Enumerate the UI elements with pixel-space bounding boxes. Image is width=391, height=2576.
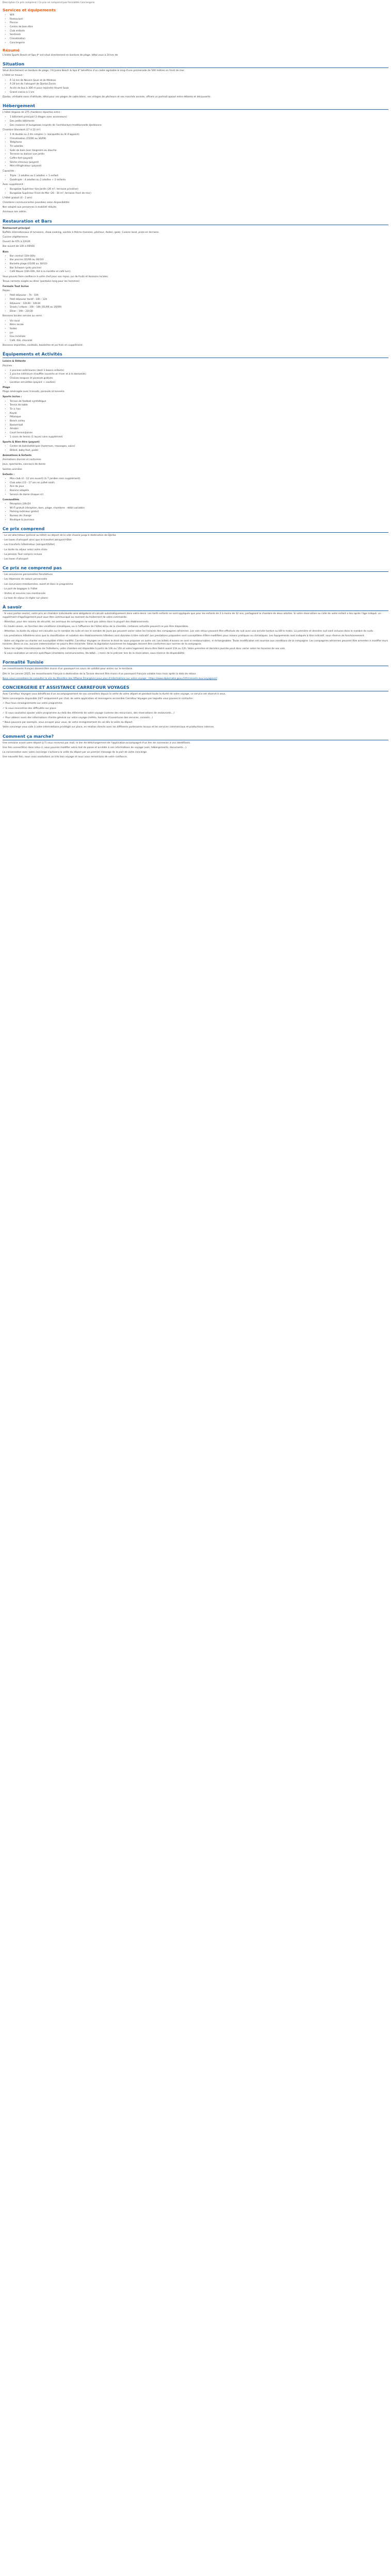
list-item: • Service de dame (Haque ici) — [10, 494, 388, 497]
list-item: • 1 piscine intérieure chauffée (ouverte en hiver et à la demande) — [10, 373, 388, 376]
list-item: • Parking extérieur gratuit — [10, 511, 388, 514]
list-item: • Location serviettes (payant + caution) — [10, 381, 388, 384]
enfants-list — [3, 478, 388, 497]
loisirs-sub: Loisirs & Détente — [3, 360, 26, 363]
bars-list — [3, 255, 388, 274]
heb-p1: L'hôtel dispose de 275 chambres réparties entre : — [3, 111, 62, 114]
anim-p: Animations & Enfants — [3, 454, 32, 457]
situation-list — [3, 79, 388, 94]
anim-text3: Soirées animées — [3, 468, 22, 471]
text-line: - Votre vol régulier ou charter est susceptible d'être modifié, Carrefour Voyages se réserve le droit de vous proposer un autre vol. Les billets d'avions ne sont ni remboursables, ni échangeables. Toute modification est soumise aux conditions de la compagnie. Les compagnies aériennes peuvent être amenées à modifier leurs horaires. Dans ce cas, aucune indemnisation ne pourra être réclamée. Selon la législation tunisienne les bagages doivent être conformes aux normes de la compagnie. — [3, 639, 388, 646]
heb-p3: Capacités : — [3, 170, 16, 173]
text-line: - En haute saison, en fonction des conditions climatiques, ou à l'affluence de l'hôtel et/ou de la clientèle, certaines activités peuvent ne pas être disponibles. — [3, 625, 189, 629]
resto-p5: Vous pouvez faire confiance à votre chef pour vos repas, jus de fruits et boissons locales. — [3, 275, 109, 278]
heb-list3 — [3, 175, 388, 182]
text-line: - La durée du séjour selon votre choix — [3, 548, 47, 551]
sports-list — [3, 400, 388, 439]
concierge-p1: Avec Carrefour Voyages vous bénéficiez d'un accompagnement de vos conseillers depuis la veille de votre départ et pendant toute la durée de votre voyage, ce service est réservé à vous. — [3, 693, 226, 696]
list-item: • Sèche-cheveux (payant) — [10, 161, 388, 164]
text-line: - Les assurances personnelles facultatives — [3, 573, 53, 577]
list-item: • Bassins adaptés — [10, 489, 388, 493]
resto-title: Restauration et Bars — [3, 218, 388, 225]
spa-list — [3, 445, 388, 452]
formalite-p2: Dès le 1er janvier 2025, les ressortissants français à destination de la Tunisie devront être munis d'un passeport français valable trois mois après la date de retour. — [3, 672, 197, 675]
list-item: • Pétanque — [10, 416, 388, 419]
list-item: • Kayak — [10, 412, 388, 415]
concierge-p3: * Nous pouvons par exemple, vous occuper pour vous, de votre enregistrement de vol dès la veille du départ. — [3, 721, 133, 724]
list-item: • Sentinels — [10, 33, 388, 37]
plage-p: Plage — [3, 386, 10, 389]
list-item: • Téléphone — [10, 141, 388, 144]
anim-text2: Jeux, spectacles, concours de danse — [3, 463, 46, 466]
list-item: • Snack / crêpes : 16h - 18h (01/06 au 30/09) — [10, 306, 388, 309]
formalite-p1: Les ressortissants français doivent être munis d'un passeport en cours de validité pour entrer sur le territoire. — [3, 668, 133, 671]
services-list — [3, 14, 388, 45]
list-item: • À 12 km de Nevers Souk et de Médean — [10, 79, 388, 82]
enfants-p: Enfants : — [3, 473, 15, 476]
list-item: • Centre de balnéothérapie (hammam, massages, soins) — [10, 445, 388, 448]
text-line: - Selon les règles internationales de l'hôtellerie, votre chambre est disponible à partir de 14h ou 15h et votre logement devra être libéré avant 11h ou 12h. Votre première et dernière journée peut donc varier selon les horaires de vos vols. — [3, 647, 286, 650]
list-item: • 1 cours de tennis (1 leçon) sans supplément — [10, 436, 388, 439]
list-item: • 1 lit double ou 2 lits simples (+ banquette ou lit d'appoint) — [10, 133, 388, 137]
list-item: • Aérobic — [10, 428, 388, 431]
heb-list1 — [3, 116, 388, 127]
list-item: • Beach volley — [10, 420, 388, 423]
text-line: - Les transferts hôtel/retour (aéroport/hôtel) — [3, 544, 55, 547]
text-line: ✓ Si vous rencontrez des difficultés sur place — [3, 707, 56, 710]
text-line: - Le port de bagages à l'hôtel — [3, 587, 38, 590]
comment-p4: Une nouvelle fois, nous vous souhaitons un très bon voyage et nous vous remercions de votre confiance. — [3, 756, 128, 759]
heb-p5: L'hôtel gratuit (0 - 2 ans) — [3, 196, 32, 199]
concierge-title: CONCIERGERIE ET ASSISTANCE CARREFOUR VOYAGES — [3, 685, 388, 691]
list-item: • Terrasse ou balcon vue jardin — [10, 153, 388, 156]
list-item: • Wifi — [10, 14, 388, 17]
savoir-title: À savoir — [3, 604, 388, 611]
list-item: • Café, thé, chocolat — [10, 340, 388, 343]
resume-title: Résumé — [3, 47, 20, 53]
text-line: - Si vous partez seul(e), votre prix en chambre individuelle sera obligatoire et calculé automatiquement dans votre devis. Les tarifs enfants ne sont appliqués que pour les enfants de 2 à moins de 12 ans, partageant la chambre de deux adultes. Si votre réservation ou celle de votre enfant a lieu après l'âge indiqué, un supplément d'âge/logement peut vous être communiqué au moment du traitement de votre commande. — [3, 613, 381, 619]
resto-p3: Ouvert de 07h à 22h30 — [3, 241, 30, 244]
situation-p1: Situé directement en bordure de plage, l'Al Juana Beach & Spa 4* bénéficie d'un cadre agréable le long d'une promenade de 500 mètres en front de mer. — [3, 70, 185, 73]
list-item: • Tir à l'arc — [10, 408, 388, 411]
heb-list4 — [3, 188, 388, 195]
heb-list2 — [3, 133, 388, 168]
list-item: • Bière locale — [10, 324, 388, 327]
piscines-p: Piscines : — [3, 364, 14, 367]
resto-p1: Buffets internationaux et tunisiens, show cooking, soirées à thème (tunisien, pêcheur, italien, gala). Cuisine local, pizza en terrasse. — [3, 231, 159, 234]
list-item: • 1 bâtiment principal (3 étages avec ascenseurs) — [10, 116, 388, 119]
text-line: ✓ Pour obtenir aussi des informations d'ordre général sur votre voyage (météo, horaires d'ouvertures des services, conseils...) — [3, 716, 153, 719]
list-item: • Climatisation (15/06 au 30/09) — [10, 138, 388, 141]
prixncomp-title: Ce prix ne comprend pas — [3, 565, 388, 572]
list-item: • Terrain de football synthétique — [10, 400, 388, 403]
heb-p2: Chambre Standard (17 à 22 m²) — [3, 128, 41, 131]
list-item: • Restaurant — [10, 18, 388, 21]
text-line: - La pension Tout compris incluse — [3, 553, 42, 556]
concierge-list — [3, 702, 388, 720]
text-line: - Attention, pour des raisons de sécurité, les animaux de compagnie ne sont pas admis dans la plupart des établissements. — [3, 620, 150, 623]
list-item: • Salle de bain avec baignoire ou douche — [10, 149, 388, 152]
list-item: • 2 piscines extérieures (dont 1 bassin enfants) — [10, 369, 388, 372]
situation-p3: Djerba, véritable oasis d'altitude, idéal pour ses plages de sable blanc, ses villages de pêcheurs et ses marchés animés, offrant un portrait apaisé entre détente et découverte. — [3, 95, 211, 98]
text-line: - Les excursions mentionnées, avant et dans le programme — [3, 583, 73, 586]
resto-sub1: Restaurant principal — [3, 227, 30, 230]
list-item: • Boutique & journaux — [10, 519, 388, 522]
list-item: • Piscine — [10, 22, 388, 25]
plage-text: Plage aménagée avec transats, parasols et tonnelle. — [3, 391, 65, 394]
list-item: • Bungalow Supérieur Front de Mer (26 - 30 m², terrasse front de mer) — [10, 192, 388, 195]
list-item: • Bureau de change — [10, 515, 388, 518]
list-item: • Coffre-fort (payant) — [10, 157, 388, 160]
list-item: • Réception 24h/24 — [10, 503, 388, 506]
list-item: • Café Maure (16h-00h, thé à la menthe et café turc) — [10, 270, 388, 274]
comment-p2: Une fois connecté(e) dans celui-ci, vous pourrez modifier votre mot de passe et accéder à vos informations de voyage (vols, hébergements, documents...). — [3, 746, 187, 749]
text-line: - Si vous souhaitez un service spécifique (chambres communicantes, lits bébé...) merci de le préciser lors de la réservation, sous réserve de disponibilité. — [3, 652, 185, 655]
concierge-p4: Votre concierge vous aide à votre intermédiaire privilégié sur place, en relation directe avec les différents partenaires locaux et les services commerciaux et productions internes. — [3, 726, 215, 729]
list-item: • Vin local — [10, 320, 388, 323]
list-item: • Bar Schwam (près piscine) — [10, 267, 388, 270]
list-item: • Centre de bien-être — [10, 26, 388, 29]
loisirs-title: Équipements et Activités — [3, 351, 388, 358]
heb-p4: Avec supplément : — [3, 183, 25, 186]
list-item: • TV satellite — [10, 145, 388, 148]
boissons-note: Boissons importées, cocktails, bouteilles et jus frais en supplément. — [3, 344, 84, 347]
text-line: ✓ Si vous souhaitez ajouter votre programme au-delà des éléments de votre voyage (comme des excursions, des réservations de restaurants...) — [3, 711, 174, 715]
situation-title: Situation — [3, 61, 388, 68]
comment-title: Comment ça marche? — [3, 734, 388, 740]
section-nav: Description Ce prix comprend / Ce prix ne comprend pas Formalités Conciergerie — [3, 2, 95, 4]
commodites-list — [3, 503, 388, 522]
formule-list — [3, 294, 388, 313]
list-item: • Triple : 3 adultes ou 2 adultes + 1 enfant — [10, 175, 388, 178]
situation-p2: L'hôtel se trouve : — [3, 74, 24, 77]
text-line: - La taxe de séjour (à régler sur place) — [3, 597, 48, 600]
comment-p1: Une semaine avant votre départ (J-7) vous recevrez par mail, le lien de téléchargement de l'application accompagné d'un lien de connexion à vos identifiants. — [3, 741, 191, 744]
list-item: • Jus — [10, 332, 388, 335]
resto-p6: Tenue correcte exigée au dîner (pantalon long pour les hommes) — [3, 280, 80, 283]
list-item: • Aire de jeux — [10, 485, 388, 488]
concierge-p2: Votre conciergerie disponible 24/7 uniquement par chat, de votre application et messagerie accessible Carrefour Voyages par laquelle vous pouvez le contacter : — [3, 698, 194, 701]
heb-p6: Chambres communicantes possibles selon disponibilités — [3, 201, 70, 204]
list-item: • Basket-ball — [10, 424, 388, 427]
prixncomp-block — [3, 573, 388, 600]
list-item: • Accès de bus à 300 m pour rejoindre Houmt Souk — [10, 87, 388, 90]
spa-p: Sports & Bien-être (payant) — [3, 440, 40, 444]
list-item: • Quadruple : 4 adultes ou 2 adultes + 2 enfants — [10, 179, 388, 182]
formule-p: Repas : — [3, 290, 11, 293]
formule-title: Formule Tout Inclus — [3, 285, 29, 289]
page — [0, 0, 391, 766]
heb-p7: Non adapté aux personnes à mobilité réduite. — [3, 206, 57, 209]
piscines-list — [3, 369, 388, 384]
list-item: • Bar piscine (01/06 au 30/10) — [10, 259, 388, 262]
list-item: • Dîner : 19h - 21h30 — [10, 310, 388, 313]
text-line: - Attention, la durée du séjour est calculée sur le nombre de nuits et non le nombre de jours qui peuvent varier selon les horaires des compagnies aériennes. Les vols retour peuvent être effectués de nuit avec une arrivée tardive ou tôt le matin. La première et dernière nuit sont incluses dans le nombre de nuits. — [3, 630, 374, 633]
list-item: • Mini-club (4 - 12 ans ouvert) (à 7 jambes sans supplément) — [10, 478, 388, 481]
boissons-list — [3, 320, 388, 343]
list-item: • Eau minérale — [10, 335, 388, 338]
list-item: • Bungalow Supérieur Vue Jardin (26 m², terrasse privative) — [10, 188, 388, 191]
resto-p2: Cuisine végétarienne — [3, 235, 28, 239]
list-item: • Wi-Fi gratuit (réception, bars, plage, chambres - débit variable) — [10, 507, 388, 510]
list-item: • Petit déjeuner : 7h - 10h — [10, 294, 388, 297]
bars-title: Bars — [3, 250, 9, 253]
list-item: • Barzelle plage (01/06 au 30/10) — [10, 263, 388, 266]
text-line: - Visites et services non mentionnés — [3, 592, 46, 596]
resume-text: L'Islote Sports Beach et Spa 4* est situé directement en bordure de plage. Idéal vous à 20 km de — [3, 54, 118, 57]
list-item: • Grand casino à 1 km — [10, 91, 388, 94]
heb-p8: Animaux non admis. — [3, 211, 27, 214]
list-item: • Climatisation — [10, 38, 388, 41]
list-item: • Petit déjeuner tardif : 10h - 12h — [10, 298, 388, 301]
list-item: • Bar central (10h-00h) — [10, 255, 388, 258]
prixcomp-title: Ce prix comprend — [3, 526, 388, 533]
services-title: Services et équipements — [3, 7, 56, 12]
text-line: - Les taxes d'aéroport ainsi que le transfert aéroport-hôtel — [3, 539, 72, 542]
formalite-p3[interactable]: Nous vous conseillons de consulter le site du Ministère des Affaires Étrangères pour plus d'informations sur votre voyage : https://www.diplomatie.gouv.fr/fr/conseils-aux-voyageurs/ — [3, 677, 217, 680]
list-item: • Chaises longues et parasols gratuits — [10, 377, 388, 380]
list-item: • Des petits bâtiments — [10, 120, 388, 123]
list-item: • Conciergerie — [10, 42, 388, 45]
text-line: - Les prestations hôtelières ainsi que la classification et notation des établissements hôteliers sont données à titre indicatif. Les prestations proposées sont susceptibles d'être modifiées pour raisons pratiques ou climatiques. Les équipements sont indiqués à titre indicatif, sous réserve de fonctionnement. — [3, 635, 365, 638]
anim-text1: Animations diurnes et nocturnes — [3, 459, 41, 462]
boissons-p: Boissons locales servies au verre : — [3, 315, 43, 318]
list-item: • Tennis de table — [10, 404, 388, 407]
formalite-title: Formalité Tunisie — [3, 659, 388, 666]
list-item: • Court tennis/panier — [10, 432, 388, 435]
list-item: • Mini-réfrigérateur (payant) — [10, 165, 388, 168]
list-item: • Billard, baby-foot, padel — [10, 449, 388, 452]
list-item: • Déjeuner : 12h30 - 14h30 — [10, 302, 388, 306]
list-item: • À 20 km de l'aéroport de Djerba-Zarzis — [10, 83, 388, 86]
prixcomp-block — [3, 534, 388, 561]
text-line: - Le vol aller/retour (précisé au hôtel) au départ de la ville choisie jusqu'à destination de Djerba — [3, 534, 116, 537]
text-line: ✓ Pour tous renseignements sur votre programme — [3, 702, 62, 705]
list-item: • Des maisons et bungalows inspirés de l'architecture traditionnelle djerbienne — [10, 124, 388, 127]
resto-p4: Bar ouvert de 10h à 00h00 — [3, 245, 35, 248]
comment-p3: La conversation avec votre concierge s'activera la veille du départ par un premier message de la part de votre concierge. — [3, 751, 148, 754]
list-item: • Club enfants — [10, 30, 388, 33]
text-line: - Les taxes d'aéroport — [3, 558, 28, 561]
savoir-block — [3, 613, 388, 655]
commodites-p: Commodités — [3, 498, 20, 501]
hebergement-title: Hébergement — [3, 103, 388, 110]
list-item: • Sodas — [10, 328, 388, 331]
sports-p: Sports inclus : — [3, 396, 22, 399]
list-item: • Club ados (13 - 17 ans en juillet-août) — [10, 482, 388, 485]
text-line: - Les dépenses de nature personnelle — [3, 578, 47, 581]
